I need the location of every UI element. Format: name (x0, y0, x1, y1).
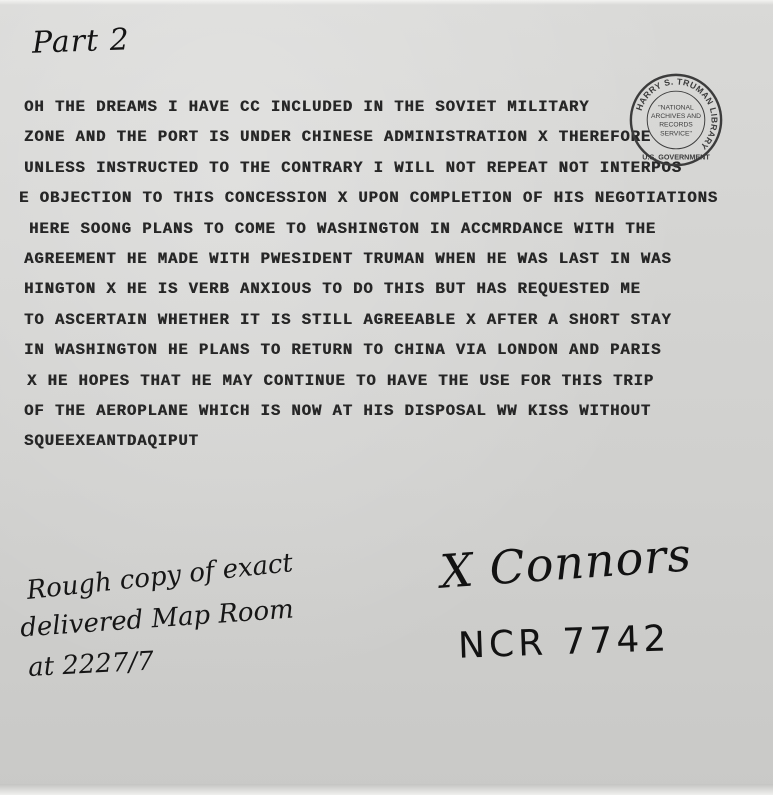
message-line: SQUEEXEANTDAQIPUT (24, 432, 199, 451)
message-line: IN WASHINGTON HE PLANS TO RETURN TO CHINA VIA LONDON AND PARIS (24, 341, 662, 360)
message-line: HINGTON X HE IS VERB ANXIOUS TO DO THIS BUT HAS REQUESTED ME (24, 280, 641, 299)
paper-top-edge (0, 0, 773, 5)
handwritten-note (19, 548, 295, 683)
signature: X Connors (438, 527, 694, 599)
message-line: ZONE AND THE PORT IS UNDER CHINESE ADMINISTRATION X THEREFORE (24, 128, 652, 147)
message-line: TO ASCERTAIN WHETHER IT IS STILL AGREEABLE X AFTER A SHORT STAY (24, 310, 672, 329)
message-line: AGREEMENT HE MADE WITH PWESIDENT TRUMAN WHEN HE WAS LAST IN WAS (24, 249, 672, 268)
message-line: E OBJECTION TO THIS CONCESSION X UPON COMPLETION OF HIS NEGOTIATIONS (19, 189, 719, 208)
message-line: X HE HOPES THAT HE MAY CONTINUE TO HAVE THE USE FOR THIS TRIP (27, 371, 655, 390)
stamp-ring-text: HARRY S. TRUMAN LIBRARY (633, 76, 720, 152)
stamp-center-line: SERVICE" (660, 130, 692, 138)
stamp-center-line: "NATIONAL (658, 104, 694, 112)
handwritten-note-line: Rough copy of exact (25, 548, 295, 606)
archive-stamp (628, 72, 724, 168)
message-line: HERE SOONG PLANS TO COME TO WASHINGTON IN ACCMRDANCE WITH THE (29, 219, 657, 238)
stamp-bottom-text: U.S. GOVERNMENT (642, 152, 710, 162)
stamp-center-line: RECORDS (659, 121, 693, 129)
message-line: OF THE AEROPLANE WHICH IS NOW AT HIS DISPOSAL WW KISS WITHOUT (24, 401, 652, 420)
handwritten-note-line: at 2227/7 (27, 646, 155, 683)
message-line: OH THE DREAMS I HAVE CC INCLUDED IN THE SOVIET MILITARY (24, 98, 590, 116)
reference-number: NCR 7742 (457, 618, 671, 667)
stamp-center-line: ARCHIVES AND (650, 113, 702, 121)
message-line: UNLESS INSTRUCTED TO THE CONTRARY I WILL NOT REPEAT NOT INTERPOS (24, 158, 682, 177)
handwritten-note-line: delivered Map Room (19, 594, 295, 644)
paper-bottom-edge (0, 784, 773, 795)
part-label: Part 2 (31, 22, 131, 61)
